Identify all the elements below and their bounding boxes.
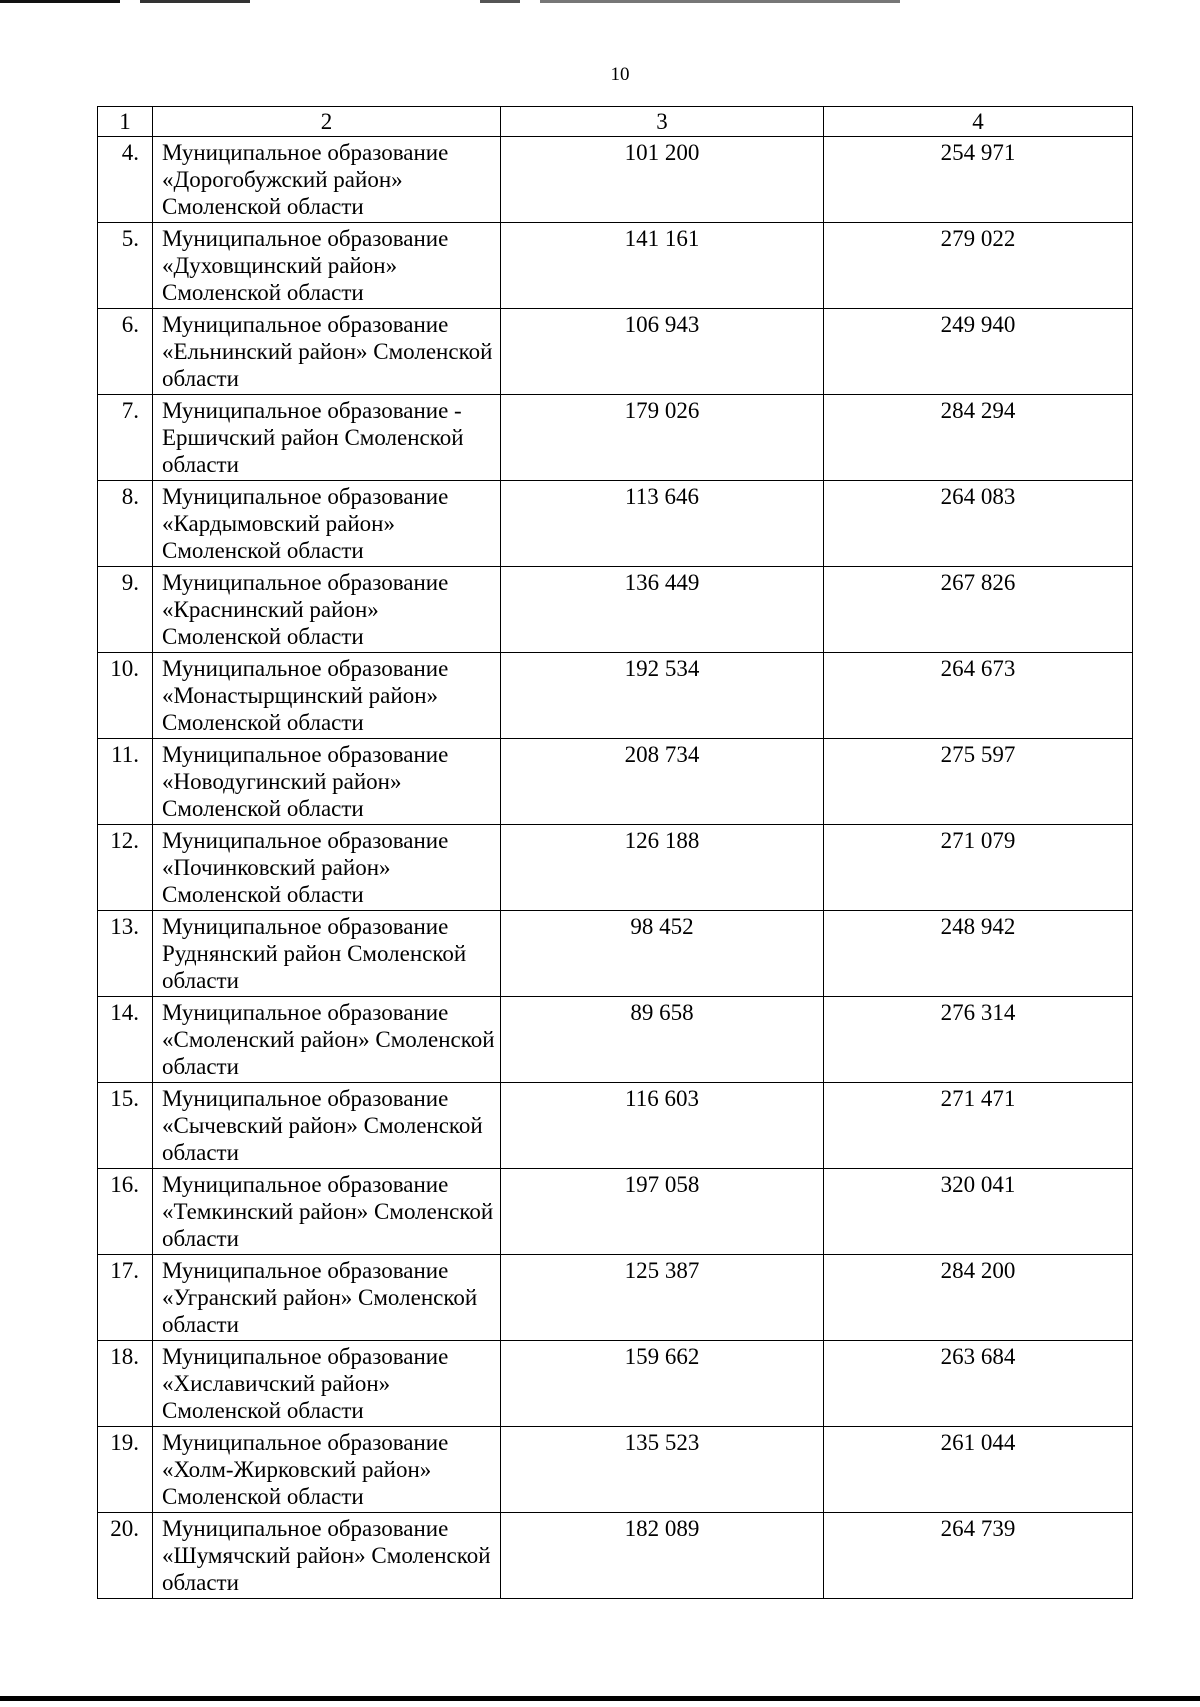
table-row: [98, 1169, 1133, 1255]
row-number: 11.: [98, 739, 153, 825]
column-4-value: 248 942: [824, 911, 1133, 997]
column-3-value: 106 943: [501, 309, 824, 395]
municipality-name: Муниципальное образование - Ершичский район Смоленской области: [153, 395, 501, 481]
table-row: [98, 1513, 1133, 1599]
municipality-name: Муниципальное образование «Темкинский район» Смоленской области: [153, 1169, 501, 1255]
municipality-name: Муниципальное образование «Кардымовский район» Смоленской области: [153, 481, 501, 567]
table-row: [98, 653, 1133, 739]
column-4-value: 276 314: [824, 997, 1133, 1083]
column-3-value: 113 646: [501, 481, 824, 567]
column-3-value: 135 523: [501, 1427, 824, 1513]
column-3-value: 126 188: [501, 825, 824, 911]
column-4-value: 249 940: [824, 309, 1133, 395]
column-4-value: 264 673: [824, 653, 1133, 739]
row-number: 10.: [98, 653, 153, 739]
column-3-value: 182 089: [501, 1513, 824, 1599]
table-row: [98, 567, 1133, 653]
municipality-name: Муниципальное образование «Ельнинский район» Смоленской области: [153, 309, 501, 395]
row-number: 18.: [98, 1341, 153, 1427]
column-4-value: 254 971: [824, 137, 1133, 223]
column-4-value: 271 471: [824, 1083, 1133, 1169]
row-number: 15.: [98, 1083, 153, 1169]
row-number: 6.: [98, 309, 153, 395]
column-3-value: 98 452: [501, 911, 824, 997]
column-3-value: 208 734: [501, 739, 824, 825]
table-header-row: [98, 107, 1133, 137]
table-row: [98, 137, 1133, 223]
row-number: 14.: [98, 997, 153, 1083]
column-3-value: 101 200: [501, 137, 824, 223]
municipality-name: Муниципальное образование «Хиславичский район» Смоленской области: [153, 1341, 501, 1427]
column-4-value: 284 200: [824, 1255, 1133, 1341]
municipality-name: Муниципальное образование «Духовщинский район» Смоленской области: [153, 223, 501, 309]
row-number: 5.: [98, 223, 153, 309]
municipality-name: Муниципальное образование «Холм-Жирковский район» Смоленской области: [153, 1427, 501, 1513]
municipality-name: Муниципальное образование Руднянский район Смоленской области: [153, 911, 501, 997]
column-4-value: 264 739: [824, 1513, 1133, 1599]
row-number: 19.: [98, 1427, 153, 1513]
column-4-value: 261 044: [824, 1427, 1133, 1513]
row-number: 7.: [98, 395, 153, 481]
column-3-value: 141 161: [501, 223, 824, 309]
column-4-value: 267 826: [824, 567, 1133, 653]
column-3-value: 197 058: [501, 1169, 824, 1255]
page-number: 10: [610, 64, 630, 85]
table-row: [98, 223, 1133, 309]
table-row: [98, 1427, 1133, 1513]
column-4-value: 275 597: [824, 739, 1133, 825]
row-number: 12.: [98, 825, 153, 911]
column-3-value: 125 387: [501, 1255, 824, 1341]
column-4-value: 284 294: [824, 395, 1133, 481]
row-number: 16.: [98, 1169, 153, 1255]
table-row: [98, 309, 1133, 395]
column-3-value: 89 658: [501, 997, 824, 1083]
column-header-1: 1: [98, 107, 153, 137]
row-number: 17.: [98, 1255, 153, 1341]
table-row: [98, 395, 1133, 481]
table-row: [98, 481, 1133, 567]
municipality-name: Муниципальное образование «Смоленский район» Смоленской области: [153, 997, 501, 1083]
column-header-4: 4: [824, 107, 1133, 137]
scan-edge-bottom: [0, 1696, 1200, 1701]
column-4-value: 264 083: [824, 481, 1133, 567]
column-4-value: 263 684: [824, 1341, 1133, 1427]
row-number: 20.: [98, 1513, 153, 1599]
municipality-name: Муниципальное образование «Новодугинский район» Смоленской области: [153, 739, 501, 825]
municipality-name: Муниципальное образование «Монастырщинский район» Смоленской области: [153, 653, 501, 739]
table-row: [98, 911, 1133, 997]
row-number: 8.: [98, 481, 153, 567]
column-4-value: 320 041: [824, 1169, 1133, 1255]
municipality-name: Муниципальное образование «Починковский район» Смоленской области: [153, 825, 501, 911]
row-number: 13.: [98, 911, 153, 997]
column-header-3: 3: [501, 107, 824, 137]
table-row: [98, 739, 1133, 825]
municipality-name: Муниципальное образование «Дорогобужский район» Смоленской области: [153, 137, 501, 223]
row-number: 9.: [98, 567, 153, 653]
table-row: [98, 1255, 1133, 1341]
municipality-name: Муниципальное образование «Сычевский район» Смоленской области: [153, 1083, 501, 1169]
table-row: [98, 997, 1133, 1083]
column-3-value: 136 449: [501, 567, 824, 653]
column-4-value: 279 022: [824, 223, 1133, 309]
row-number: 4.: [98, 137, 153, 223]
column-3-value: 116 603: [501, 1083, 824, 1169]
municipality-name: Муниципальное образование «Угранский район» Смоленской области: [153, 1255, 501, 1341]
column-4-value: 271 079: [824, 825, 1133, 911]
table-row: [98, 1083, 1133, 1169]
column-3-value: 192 534: [501, 653, 824, 739]
table-body: [98, 137, 1133, 1599]
table-row: [98, 1341, 1133, 1427]
table-row: [98, 825, 1133, 911]
municipality-name: Муниципальное образование «Краснинский район» Смоленской области: [153, 567, 501, 653]
data-table: [97, 106, 1133, 1599]
column-3-value: 179 026: [501, 395, 824, 481]
column-header-2: 2: [153, 107, 501, 137]
scan-edge-top: [0, 0, 900, 3]
municipality-name: Муниципальное образование «Шумячский район» Смоленской области: [153, 1513, 501, 1599]
column-3-value: 159 662: [501, 1341, 824, 1427]
